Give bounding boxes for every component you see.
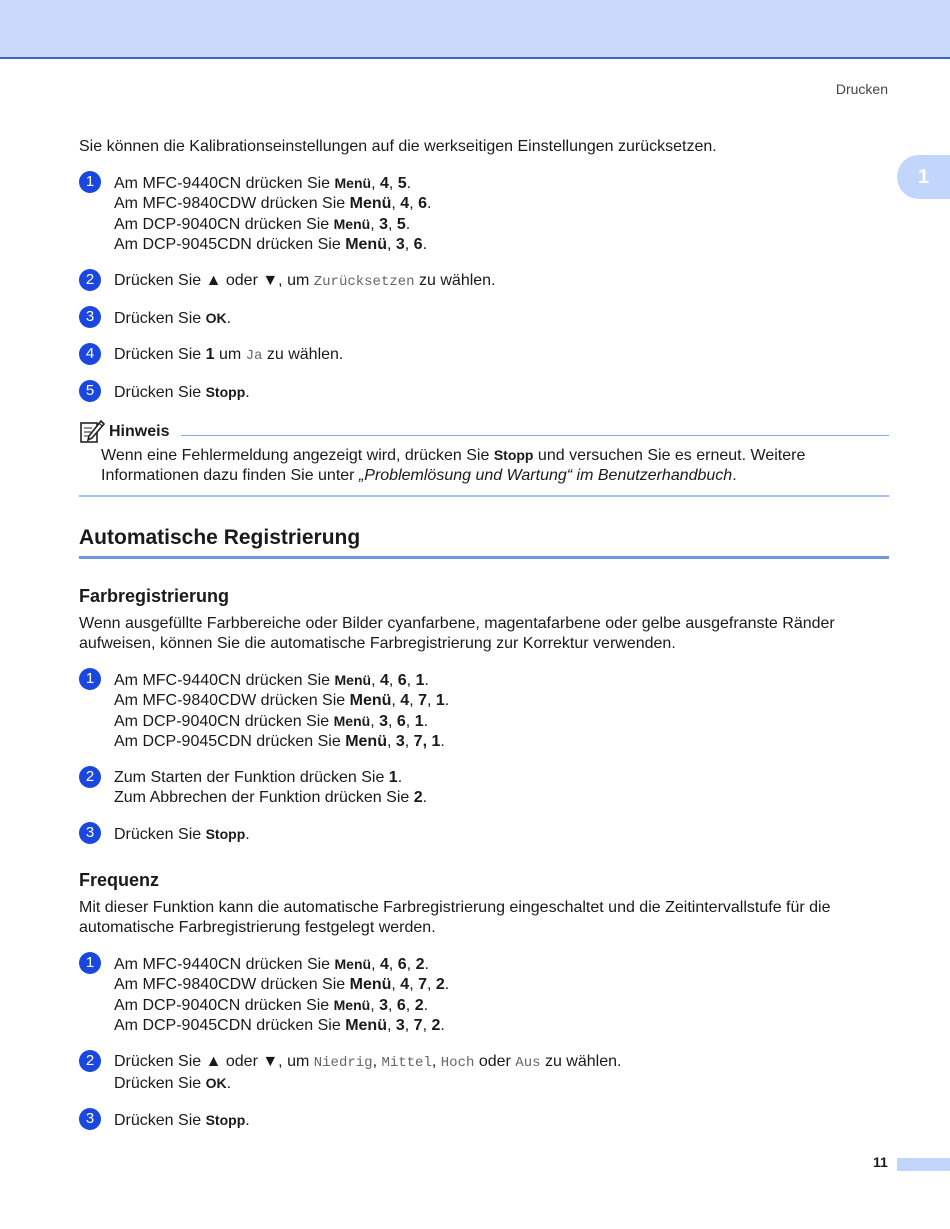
step-number: 5 (79, 380, 101, 402)
step-line: Am MFC-9840CDW drücken Sie Menü, 4, 6. (114, 195, 432, 212)
step-line: Am MFC-9840CDW drücken Sie Menü, 4, 7, 1. (114, 692, 450, 709)
step-line: Zum Abbrechen der Funktion drücken Sie 2. (114, 789, 428, 806)
step-number: 1 (79, 171, 101, 193)
step-number: 3 (79, 1108, 101, 1130)
frequenz-text: Mit dieser Funktion kann die automatische Farbregistrierung eingeschaltet und die Zeitintervallstufe für die automatische Farbregistrierung festgelegt werden. (79, 899, 831, 936)
section-title: Automatische Registrierung (79, 525, 889, 559)
step-number: 1 (79, 952, 101, 974)
step-number: 2 (79, 1050, 101, 1072)
step-number: 3 (79, 822, 101, 844)
chapter-tab: 1 (897, 155, 950, 199)
farb-step-2 (79, 768, 889, 808)
note-header (79, 419, 889, 445)
section-header: Drucken (835, 81, 888, 97)
page-number-bar (897, 1158, 950, 1171)
reset-step-2 (79, 271, 889, 292)
note-text: Wenn eine Fehlermeldung angezeigt wird, drücken Sie Stopp und versuchen Sie es erneut. Weitere Informationen dazu finden Sie unter „Problemlösung und Wartung“ im Benutzerhandbuch. (79, 445, 889, 497)
step-number: 3 (79, 306, 101, 328)
freq-step-2 (79, 1052, 889, 1094)
page-content (79, 137, 889, 1147)
subsection-title-frequenz: Frequenz (79, 870, 160, 890)
farb-step-1 (79, 670, 889, 752)
step-line: Am DCP-9045CDN drücken Sie Menü, 3, 7, 2. (114, 1017, 445, 1034)
note-rule (181, 435, 889, 436)
step-line: Am DCP-9040CN drücken Sie Menü, 3, 6, 2. (114, 997, 429, 1014)
step-line: Am DCP-9040CN drücken Sie Menü, 3, 6, 1. (114, 713, 429, 730)
farb-step-3 (79, 824, 889, 845)
step-line: Am MFC-9440CN drücken Sie Menü, 4, 6, 1. (114, 672, 429, 689)
manual-reference: „Problemlösung und Wartung“ im Benutzerhandbuch (358, 467, 733, 484)
freq-step-3 (79, 1110, 889, 1131)
step-line: Am DCP-9045CDN drücken Sie Menü, 3, 7, 1. (114, 733, 445, 750)
note-title: Hinweis (109, 423, 170, 440)
step-line: Drücken Sie Stopp. (114, 826, 250, 843)
reset-step-1 (79, 173, 889, 255)
step-line: Am MFC-9840CDW drücken Sie Menü, 4, 7, 2. (114, 976, 450, 993)
step-line: Am MFC-9440CN drücken Sie Menü, 4, 6, 2. (114, 956, 429, 973)
step-line: Am DCP-9045CDN drücken Sie Menü, 3, 6. (114, 236, 428, 253)
step-line: Drücken Sie OK. (114, 1075, 232, 1092)
step-number: 4 (79, 343, 101, 365)
note-pencil-icon (79, 419, 105, 445)
freq-step-1 (79, 954, 889, 1036)
farbregistrierung-text: Wenn ausgefüllte Farbbereiche oder Bilder cyanfarbene, magentafarbene oder gelbe ausgefranste Ränder aufweisen, können Sie die automatische Farbregistrierung zur Korrektur verwenden. (79, 615, 835, 652)
page-number: 11 (873, 1154, 888, 1170)
reset-step-5 (79, 382, 889, 403)
step-number: 2 (79, 766, 101, 788)
step-line: Drücken Sie Stopp. (114, 384, 250, 401)
intro-text: Sie können die Kalibrationseinstellungen auf die werkseitigen Einstellungen zurücksetzen. (79, 138, 717, 155)
header-band (0, 0, 950, 59)
step-line: Am DCP-9040CN drücken Sie Menü, 3, 5. (114, 216, 411, 233)
reset-step-3 (79, 308, 889, 329)
step-line: Drücken Sie 1 um Ja zu wählen. (114, 346, 344, 364)
step-line: Drücken Sie ▲ oder ▼, um Zurücksetzen zu wählen. (114, 272, 496, 290)
step-line: Drücken Sie ▲ oder ▼, um Niedrig, Mittel, Hoch oder Aus zu wählen. (114, 1053, 622, 1071)
step-number: 1 (79, 668, 101, 690)
step-line: Drücken Sie OK. (114, 310, 232, 327)
step-line: Zum Starten der Funktion drücken Sie 1. (114, 769, 403, 786)
subsection-title-farbregistrierung: Farbregistrierung (79, 586, 230, 606)
step-line: Am MFC-9440CN drücken Sie Menü, 4, 5. (114, 175, 412, 192)
step-number: 2 (79, 269, 101, 291)
reset-step-4 (79, 345, 889, 366)
note-box (79, 419, 889, 497)
step-line: Drücken Sie Stopp. (114, 1112, 250, 1129)
